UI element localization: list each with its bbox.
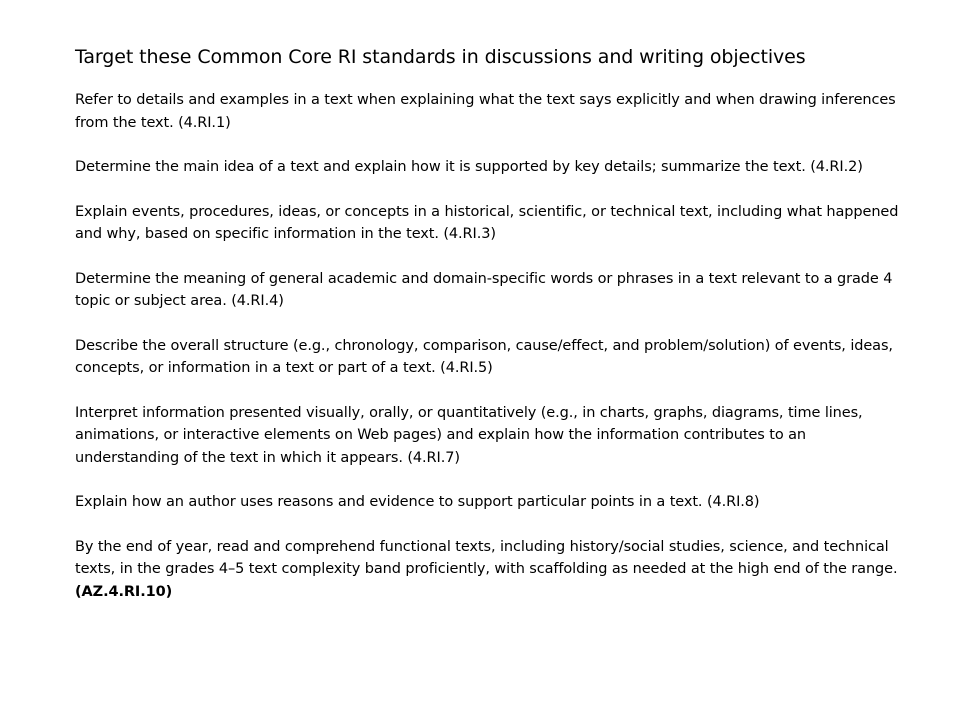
standard-ri1: Refer to details and examples in a text when explaining what the text says explicitly and when drawing inferences from the text. (4.RI.1) xyxy=(75,92,896,131)
standard-ri7: Interpret information presented visually, orally, or quantitatively (e.g., in charts, graphs, diagrams, time lines, animations, or interactive elements on Web pages) and explain how the information contributes to an understanding of the text in which it appears. (4.RI.7) xyxy=(75,404,863,466)
standard-ri8: Explain how an author uses reasons and evidence to support particular points in a text. (4.RI.8) xyxy=(75,494,760,510)
slide-content xyxy=(75,43,905,625)
standard-ri4: Determine the meaning of general academic and domain-specific words or phrases in a text relevant to a grade 4 topic or subject area. (4.RI.4) xyxy=(75,270,893,309)
standard-ri10-code: (AZ.4.RI.10) xyxy=(75,583,173,600)
standard-ri3: Explain events, procedures, ideas, or concepts in a historical, scientific, or technical text, including what happened and why, based on specific information in the text. (4.RI.3) xyxy=(75,203,899,242)
standard-ri2: Determine the main idea of a text and explain how it is supported by key details; summarize the text. (4.RI.2) xyxy=(75,159,863,175)
slide-title: Target these Common Core RI standards in discussions and writing objectives xyxy=(75,46,806,68)
standard-ri5: Describe the overall structure (e.g., chronology, comparison, cause/effect, and problem/solution) of events, ideas, concepts, or information in a text or part of a text. (4.RI.5) xyxy=(75,337,893,376)
standard-ri10-text: By the end of year, read and comprehend functional texts, including history/social studies, science, and technical texts, in the grades 4–5 text complexity band proficiently, with scaffolding as needed at the high end of the range. xyxy=(75,538,898,577)
standard-ri10 xyxy=(75,536,905,604)
